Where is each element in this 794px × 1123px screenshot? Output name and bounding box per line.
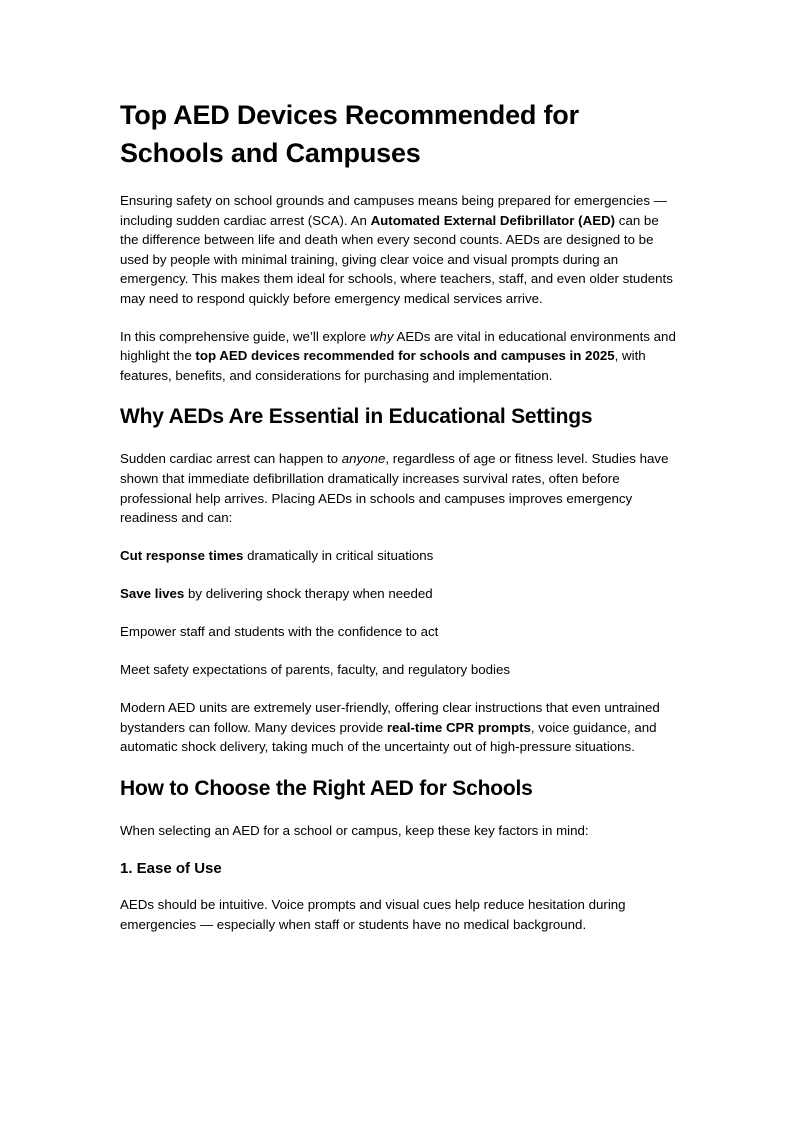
intro-p2-italic-word: why <box>369 328 394 344</box>
ease-of-use-heading: 1. Ease of Use <box>120 860 222 878</box>
why-p2-text-end: , voice guidance, and automatic shock delivery, taking much of the uncertainty out of high-pressure situations. <box>120 719 657 755</box>
intro-p1-text-end: can be the difference between life and death when every second counts. AEDs are designed to be used by people with minimal training, giving clear voice and visual prompts during an emergency. This makes them ideal for schools, where teachers, staff, and even older students may need to respond quickly before emergency medical services arrive. <box>120 212 673 306</box>
intro-p2-text-middle: AEDs are vital in educational environments and highlight the <box>120 328 676 364</box>
choose-intro: When selecting an AED for a school or campus, keep these key factors in mind: <box>120 822 589 838</box>
intro-p2-text-end: , with features, benefits, and considerations for purchasing and implementation. <box>120 348 646 383</box>
benefit-item-3: Empower staff and students with the confidence to act <box>120 623 439 639</box>
benefit-item-4: Meet safety expectations of parents, faculty, and regulatory bodies <box>120 662 511 677</box>
why-p1-text-end: , regardless of age or fitness level. Studies have shown that immediate defibrillation dramatically increases survival rates, often before professional help arrives. Placing AEDs in schools and campuses improves emergency readiness and can: <box>120 451 669 526</box>
benefit-1-bold: Cut response times <box>120 547 244 563</box>
benefit-item-1 <box>120 546 676 566</box>
benefit-2-text: by delivering shock therapy when needed <box>184 585 433 601</box>
why-section-heading: Why AEDs Are Essential in Educational Settings <box>120 405 593 429</box>
intro-p2-text-start: In this comprehensive guide, we’ll explore <box>120 328 370 344</box>
document-page <box>120 96 676 953</box>
choose-section-heading: How to Choose the Right AED for Schools <box>120 776 533 800</box>
why-paragraph-1 <box>120 449 676 527</box>
why-p2-bold-phrase: real-time CPR prompts <box>386 719 531 735</box>
benefit-1-text: dramatically in critical situations <box>243 547 434 563</box>
why-paragraph-2 <box>120 698 676 757</box>
why-p1-text-start: Sudden cardiac arrest can happen to <box>120 451 342 467</box>
page-title: Top AED Devices Recommended for Schools and Campuses <box>120 100 579 168</box>
intro-paragraph-1 <box>120 191 676 309</box>
ease-of-use-text: AEDs should be intuitive. Voice prompts and visual cues help reduce hesitation during emergencies — especially when staff or students have no medical background. <box>120 897 626 933</box>
why-p1-italic-word: anyone <box>341 451 386 467</box>
benefit-item-2 <box>120 584 676 604</box>
why-p2-text-start: Modern AED units are extremely user-friendly, offering clear instructions that even untrained bystanders can follow. Many devices provide <box>120 700 660 735</box>
benefit-2-bold: Save lives <box>120 585 185 601</box>
intro-paragraph-2 <box>120 327 676 386</box>
intro-p2-bold-phrase: top AED devices recommended for schools and campuses in 2025 <box>195 348 615 364</box>
intro-p1-text-start: Ensuring safety on school grounds and campuses means being prepared for emergencies — including sudden cardiac arrest (SCA). An <box>120 193 667 228</box>
intro-p1-bold-term: Automated External Defibrillator (AED) <box>370 212 616 228</box>
